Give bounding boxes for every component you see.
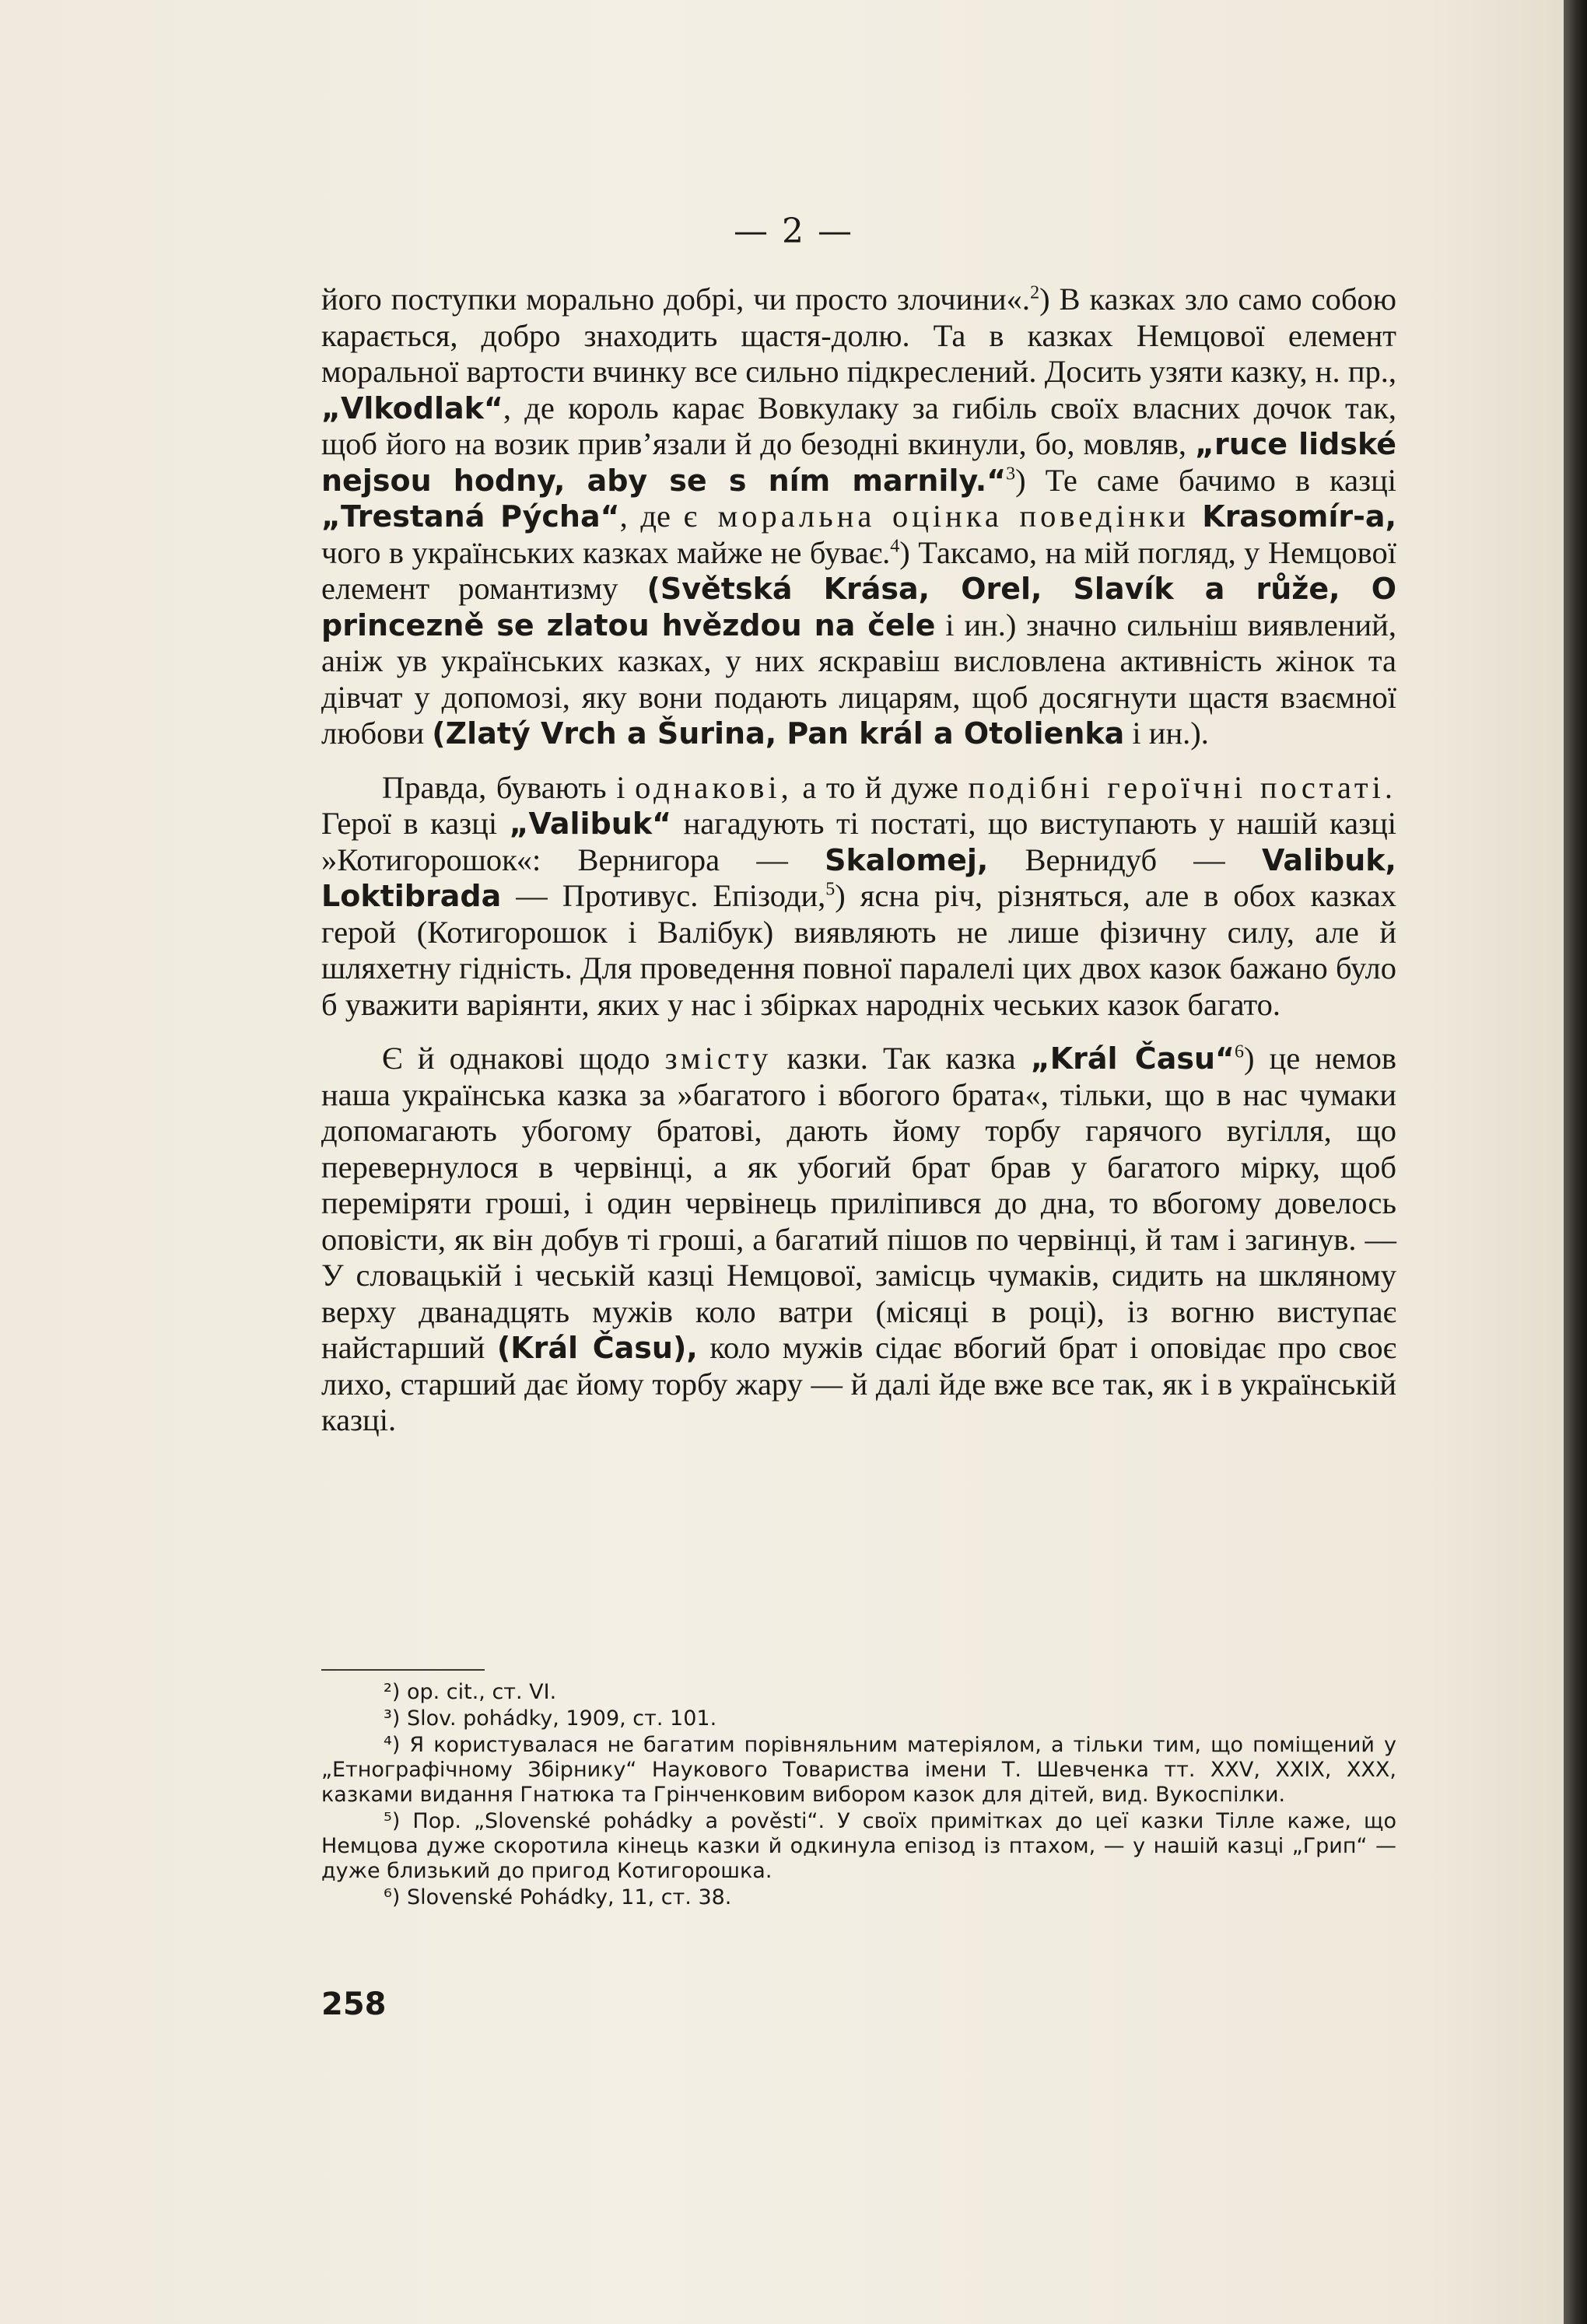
text-run: Герої в казці: [321, 806, 510, 841]
latin-quote: „ruce lidské nejsou hodny, aby se s ním marnily.“: [321, 427, 1396, 498]
spaced-emphasis: змісту: [664, 1041, 772, 1076]
page-number-top: — 2 —: [734, 212, 853, 251]
book-binding-edge: [1564, 0, 1587, 2324]
text-run: коло мужів сідає вбогий брат і оповідає про своє лихо, старший дає йому торбу жару — й далі йде вже все так, як і в українській казці.: [321, 1330, 1396, 1437]
text-run: , де: [619, 499, 684, 534]
latin-name: Valibuk, Loktibrada: [321, 842, 1396, 913]
text-run: ) Те саме бачимо в казці: [1015, 462, 1396, 498]
latin-title: „Král Času“: [1030, 1041, 1235, 1076]
footnote-ref: 5: [825, 879, 836, 900]
text-run: — Противус. Епізоди,: [501, 878, 826, 913]
latin-title: „Vlkodlak“: [321, 390, 503, 425]
footnote-3: ³) Slov. pohádky, 1909, ст. 101.: [384, 1706, 717, 1731]
text-run: і ин.).: [1124, 716, 1209, 751]
main-text: [321, 282, 1396, 1439]
spaced-emphasis: подібні героїчні постаті.: [968, 769, 1396, 805]
text-run: казки. Так казка: [772, 1041, 1031, 1076]
text-run: ) Таксамо, на мій погляд, у Немцової елемент романтизму: [321, 534, 1396, 606]
text-run: [1189, 499, 1203, 534]
latin-name: Krasomír-a,: [1202, 499, 1397, 534]
footnote-6: ⁶) Slovenské Pohádky, 11, ст. 38.: [384, 1885, 732, 1909]
footnote-2: ²) op. cit., ст. VI.: [384, 1680, 557, 1704]
page-number-bottom: 258: [321, 1986, 387, 2022]
text-run: і ин.) значно сильніш виявлений, аніж ув українських казках, у них яскравіш висловлена активність жінок та дівчат у допомозі, яку вони подають лицарям, щоб досягнути щастя взаємної любови: [321, 607, 1396, 751]
footnotes: [321, 1680, 1396, 1912]
latin-name: Skalomej,: [825, 842, 989, 877]
paragraph-1: [321, 282, 1396, 752]
text-run: його поступки морально добрі, чи просто злочини«.: [321, 282, 1031, 317]
text-run: чого в українських казках майже не буває.: [321, 534, 891, 570]
footnote-divider: [321, 1669, 485, 1671]
text-run: Правда, бувають і: [382, 769, 636, 805]
latin-title-list: (Světská Krása, Orel, Slavík a růže, O princezně se zlatou hvězdou na čele: [321, 572, 1396, 642]
text-run: нагадують ті постаті, що виступають у нашій казці »Котигорошок«: Вернигора —: [321, 806, 1396, 877]
footnote-5: ⁵) Пор. „Slovenské pohádky a pověsti“. У своїх примітках до цеї казки Тілле каже, що Немцова дуже скоротила кінець казки й одкинула епізод із птахом, — у нашій казці „Грип“ — дуже близький до пригод Котигорошка.: [321, 1809, 1396, 1883]
text-run: ) це немов наша українська казка за »багатого і вбогого брата«, тільки, що в нас чумаки допомагають убогому братові, дають йому торбу гарячого вугілля, що перевернулося в червінці, а як убогий брат брав у багатого мірку, щоб переміряти гроші, і один червінець приліпився до дна, то вбогому довелось оповісти, як він добув ті гроші, а багатий пішов по червінці, й там і загинув. — У словацькій і чеській казці Немцової, замісць чумаків, сидить на шкляному верху дванадцять мужів коло ватри (місяці в році), із вогню виступає найстарший: [321, 1041, 1397, 1365]
spaced-emphasis: є моральна оцінка поведінки: [683, 499, 1189, 534]
text-run: а то й дуже: [792, 769, 969, 805]
footnote-ref: 2: [1030, 282, 1040, 303]
latin-title: (Král Času),: [496, 1331, 698, 1365]
latin-title-list: (Zlatý Vrch a Šurina, Pan král a Otolienka: [432, 716, 1125, 751]
text-run: Є й однакові щодо: [382, 1041, 665, 1076]
footnote-ref: 3: [1006, 464, 1016, 484]
spaced-emphasis: однакові,: [635, 769, 793, 805]
footnote-4: ⁴) Я користувалася не багатим порівняльним матеріялом, а тільки тим, що поміщений у „Етнографічному Збірнику“ Наукового Товариства імени Т. Шевченка тт. XXV, XXIX, XXX, казками видання Гнатюка та Грінченковим вибором казок для дітей, вид. Вукоспілки.: [321, 1733, 1396, 1807]
paragraph-3: [321, 1041, 1396, 1439]
footnote-ref: 4: [890, 536, 900, 556]
paragraph-2: [321, 770, 1396, 1024]
text-run: ) ясна річ, різняться, але в обох казках герой (Котигорошок і Валібук) виявляють не лише фізичну силу, але й шляхетну гідність. Для проведення повної паралелі цих двох казок бажано було б уважити варіянти, яких у нас і збірках народніх чеських казок багато.: [321, 878, 1396, 1022]
latin-title: „Trestaná Pýcha“: [321, 499, 620, 534]
latin-title: „Valibuk“: [509, 807, 672, 841]
text-run: , де король карає Вовкулаку за гибіль своїх власних дочок так, щоб його на возик прив’язали й до безодні вкинули, бо, мовляв,: [321, 390, 1396, 461]
text-run: ) В казках зло само собою карається, добро знаходить щастя-долю. Та в казках Немцової елемент моральної вартости вчинку все сильно підкреслений. Досить узяти казку, н. пр.,: [321, 282, 1396, 389]
footnote-ref: 6: [1234, 1041, 1244, 1062]
text-run: Вернидуб —: [988, 842, 1262, 877]
